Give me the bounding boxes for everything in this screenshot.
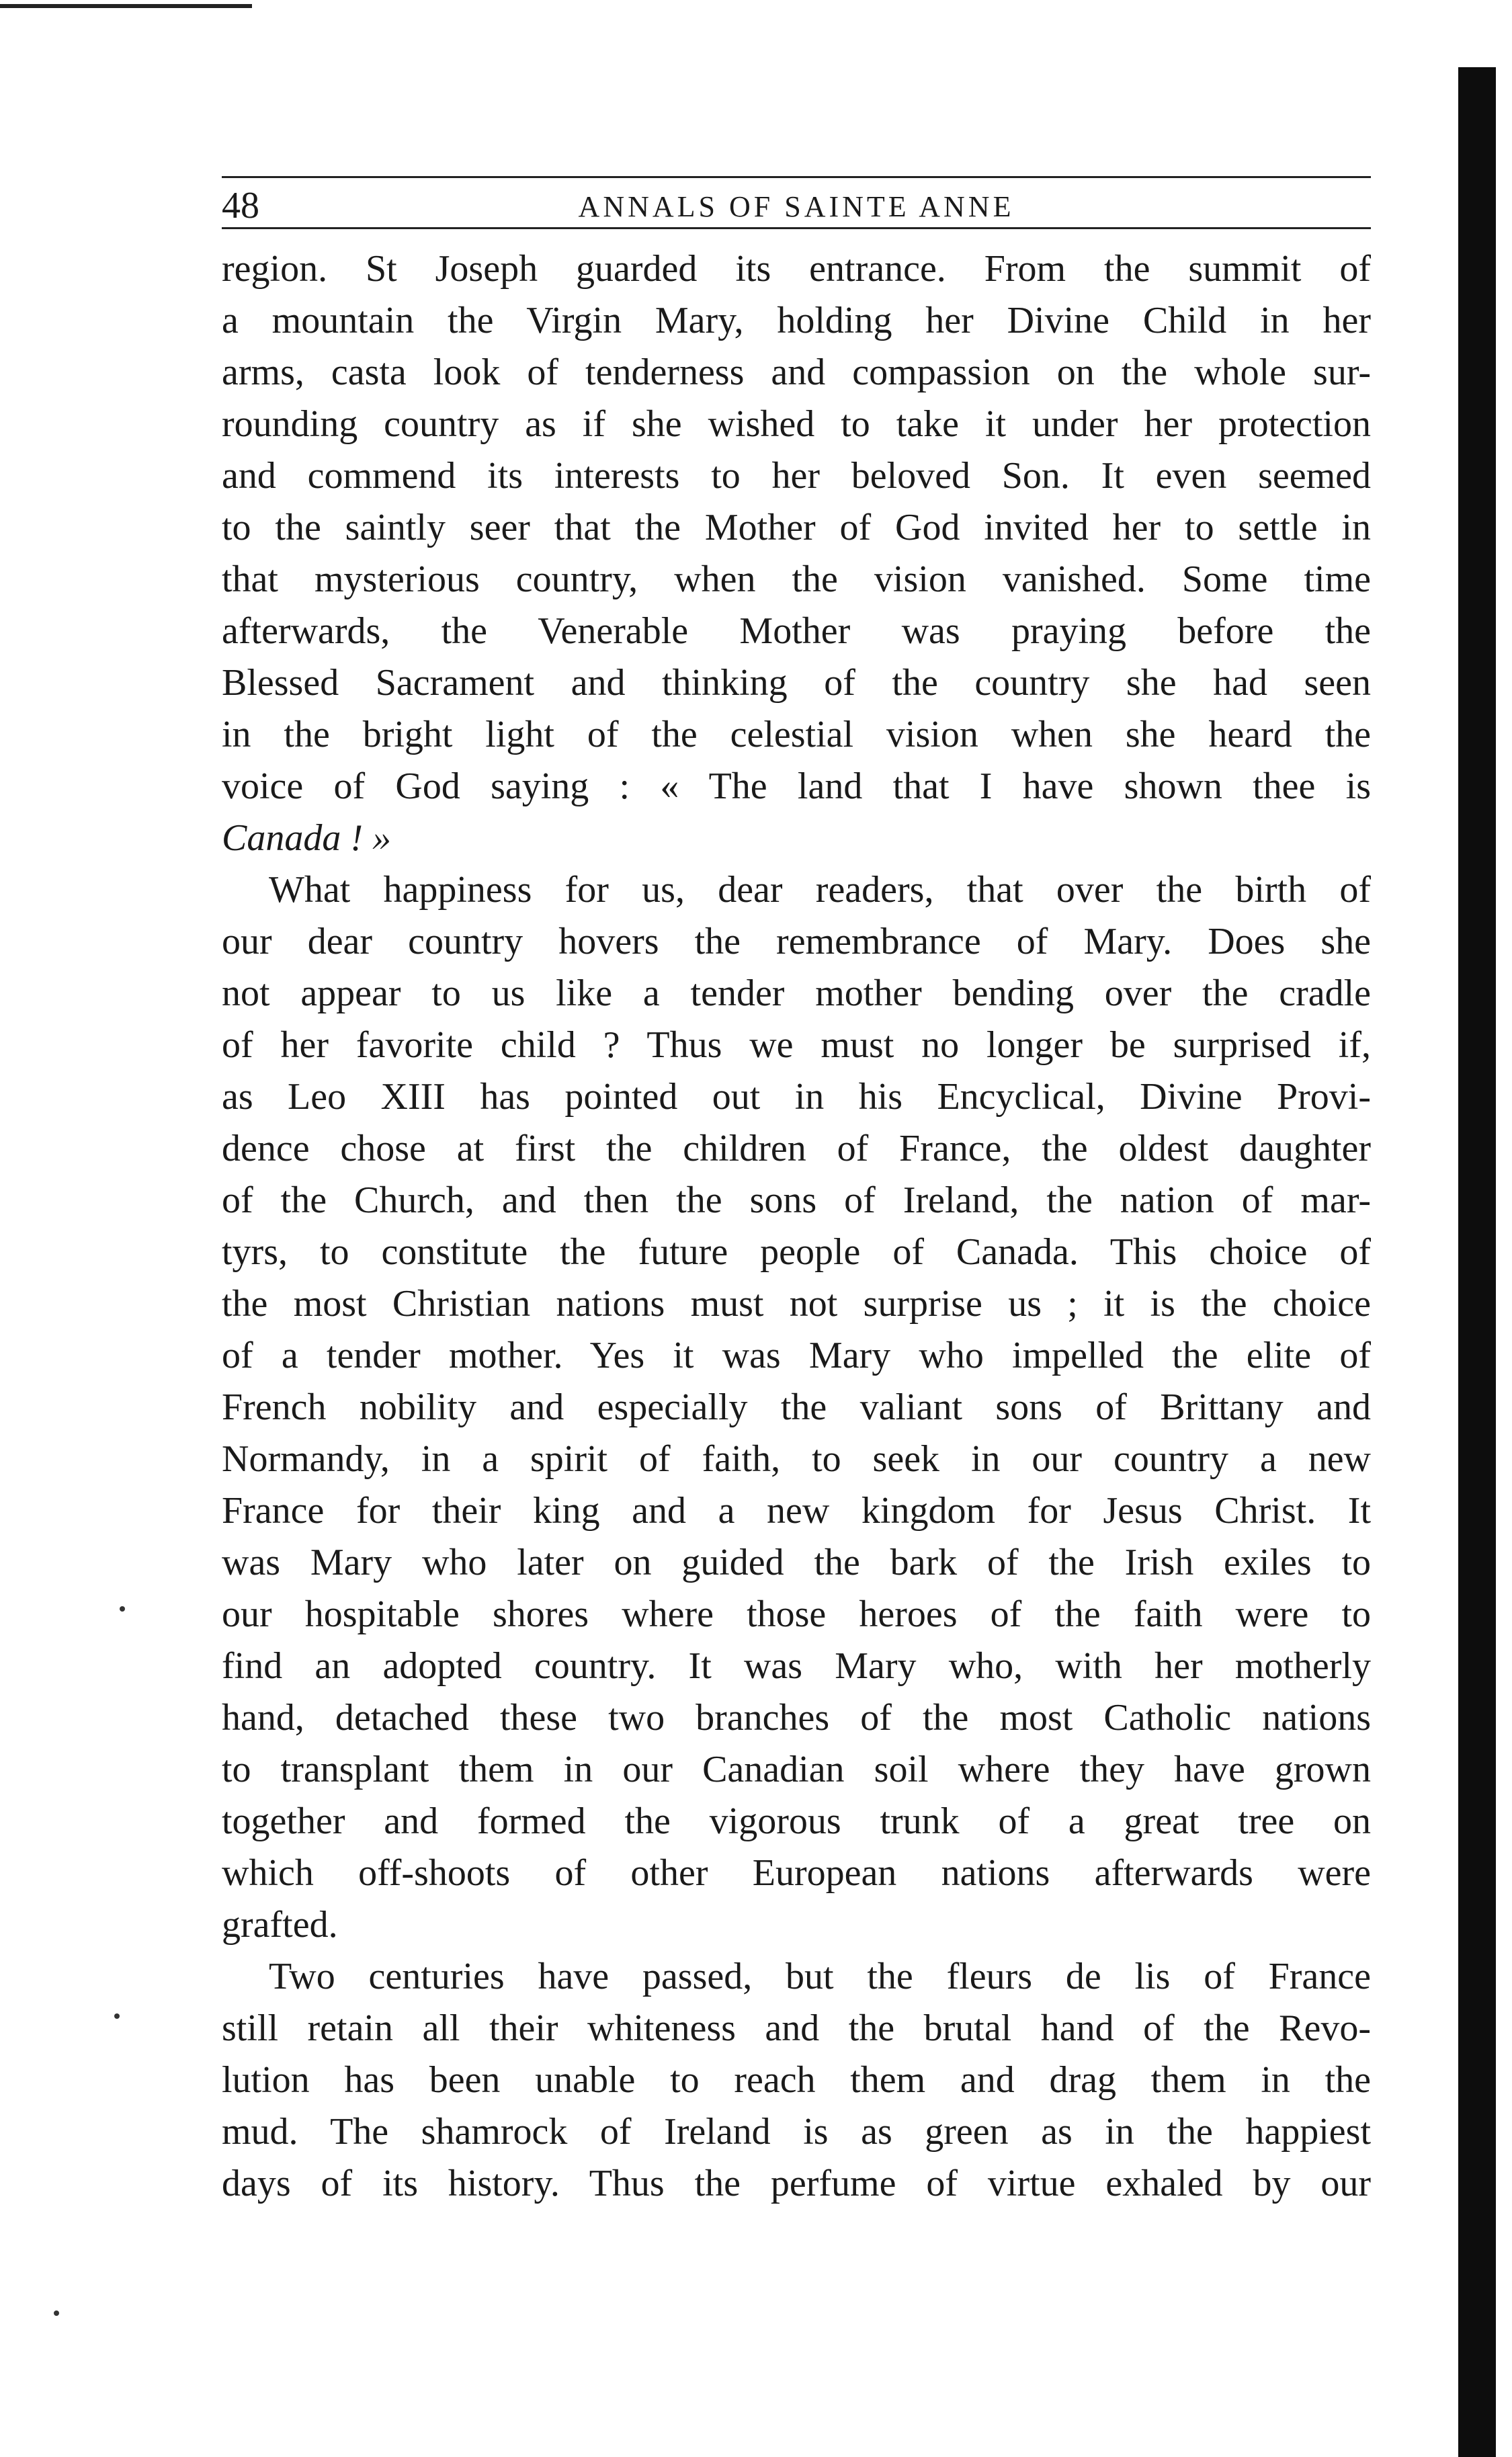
text-line: France for their king and a new kingdom for Jesus Christ. It xyxy=(222,1490,1371,1532)
text-line: and commend its interests to her beloved Son. It even seemed xyxy=(222,455,1371,497)
text-line: hand, detached these two branches of the most Catholic nations xyxy=(222,1697,1371,1739)
margin-speck xyxy=(120,1606,125,1612)
text-line: was Mary who later on guided the bark of the Irish exiles to xyxy=(222,1542,1371,1583)
text-line: mud. The shamrock of Ireland is as green as in the happiest xyxy=(222,2111,1371,2153)
text-line: arms, casta look of tenderness and compassion on the whole sur- xyxy=(222,351,1371,393)
text-line: in the bright light of the celestial vision when she heard the xyxy=(222,714,1371,755)
text-line: not appear to us like a tender mother bending over the cradle xyxy=(222,972,1371,1014)
text-line: as Leo XIII has pointed out in his Encyclical, Divine Provi- xyxy=(222,1076,1371,1118)
header-rule-top xyxy=(222,176,1371,178)
text-line: What happiness for us, dear readers, that over the birth of xyxy=(269,869,1371,911)
text-line: voice of God saying : « The land that I have shown thee is xyxy=(222,765,1371,807)
text-line: to the saintly seer that the Mother of God invited her to settle in xyxy=(222,507,1371,548)
running-title: ANNALS OF SAINTE ANNE xyxy=(578,190,1015,223)
body-text xyxy=(222,243,1371,2210)
binding-edge-shadow xyxy=(1458,67,1496,2457)
text-line: which off-shoots of other European nations afterwards were xyxy=(222,1852,1371,1894)
page-number: 48 xyxy=(222,185,259,226)
text-line: our dear country hovers the remembrance of Mary. Does she xyxy=(222,921,1371,962)
text-line: of the Church, and then the sons of Ireland, the nation of mar- xyxy=(222,1179,1371,1221)
text-line: grafted. xyxy=(222,1904,338,1946)
text-line: that mysterious country, when the vision vanished. Some time xyxy=(222,558,1371,600)
text-line: of her favorite child ? Thus we must no longer be surprised if, xyxy=(222,1024,1371,1066)
text-line: region. St Joseph guarded its entrance. From the summit of xyxy=(222,248,1371,290)
text-line: Normandy, in a spirit of faith, to seek in our country a new xyxy=(222,1438,1371,1480)
page-header xyxy=(222,176,1371,230)
text-line: find an adopted country. It was Mary who, with her motherly xyxy=(222,1645,1371,1687)
text-line: dence chose at first the children of France, the oldest daughter xyxy=(222,1128,1371,1169)
text-line: Two centuries have passed, but the fleurs de lis of France xyxy=(269,1956,1371,1997)
text-line: days of its history. Thus the perfume of virtue exhaled by our xyxy=(222,2163,1371,2204)
text-line: our hospitable shores where those heroes of the faith were to xyxy=(222,1593,1371,1635)
text-line: afterwards, the Venerable Mother was praying before the xyxy=(222,610,1371,652)
margin-speck xyxy=(54,2310,59,2316)
header-rule-bottom xyxy=(222,227,1371,229)
text-line: Canada ! » xyxy=(222,817,391,859)
margin-speck xyxy=(114,2013,120,2019)
text-line: Blessed Sacrament and thinking of the country she had seen xyxy=(222,662,1371,704)
top-edge-rule xyxy=(0,4,252,8)
text-line: still retain all their whiteness and the brutal hand of the Revo- xyxy=(222,2007,1371,2049)
text-line: a mountain the Virgin Mary, holding her Divine Child in her xyxy=(222,300,1371,341)
text-line: French nobility and especially the valiant sons of Brittany and xyxy=(222,1386,1371,1428)
text-line: the most Christian nations must not surprise us ; it is the choice xyxy=(222,1283,1371,1325)
text-line: rounding country as if she wished to take it under her protection xyxy=(222,403,1371,445)
text-line: tyrs, to constitute the future people of Canada. This choice of xyxy=(222,1231,1371,1273)
text-line: lution has been unable to reach them and drag them in the xyxy=(222,2059,1371,2101)
text-line: of a tender mother. Yes it was Mary who impelled the elite of xyxy=(222,1335,1371,1376)
text-line: to transplant them in our Canadian soil where they have grown xyxy=(222,1749,1371,1790)
text-line: together and formed the vigorous trunk of a great tree on xyxy=(222,1800,1371,1842)
